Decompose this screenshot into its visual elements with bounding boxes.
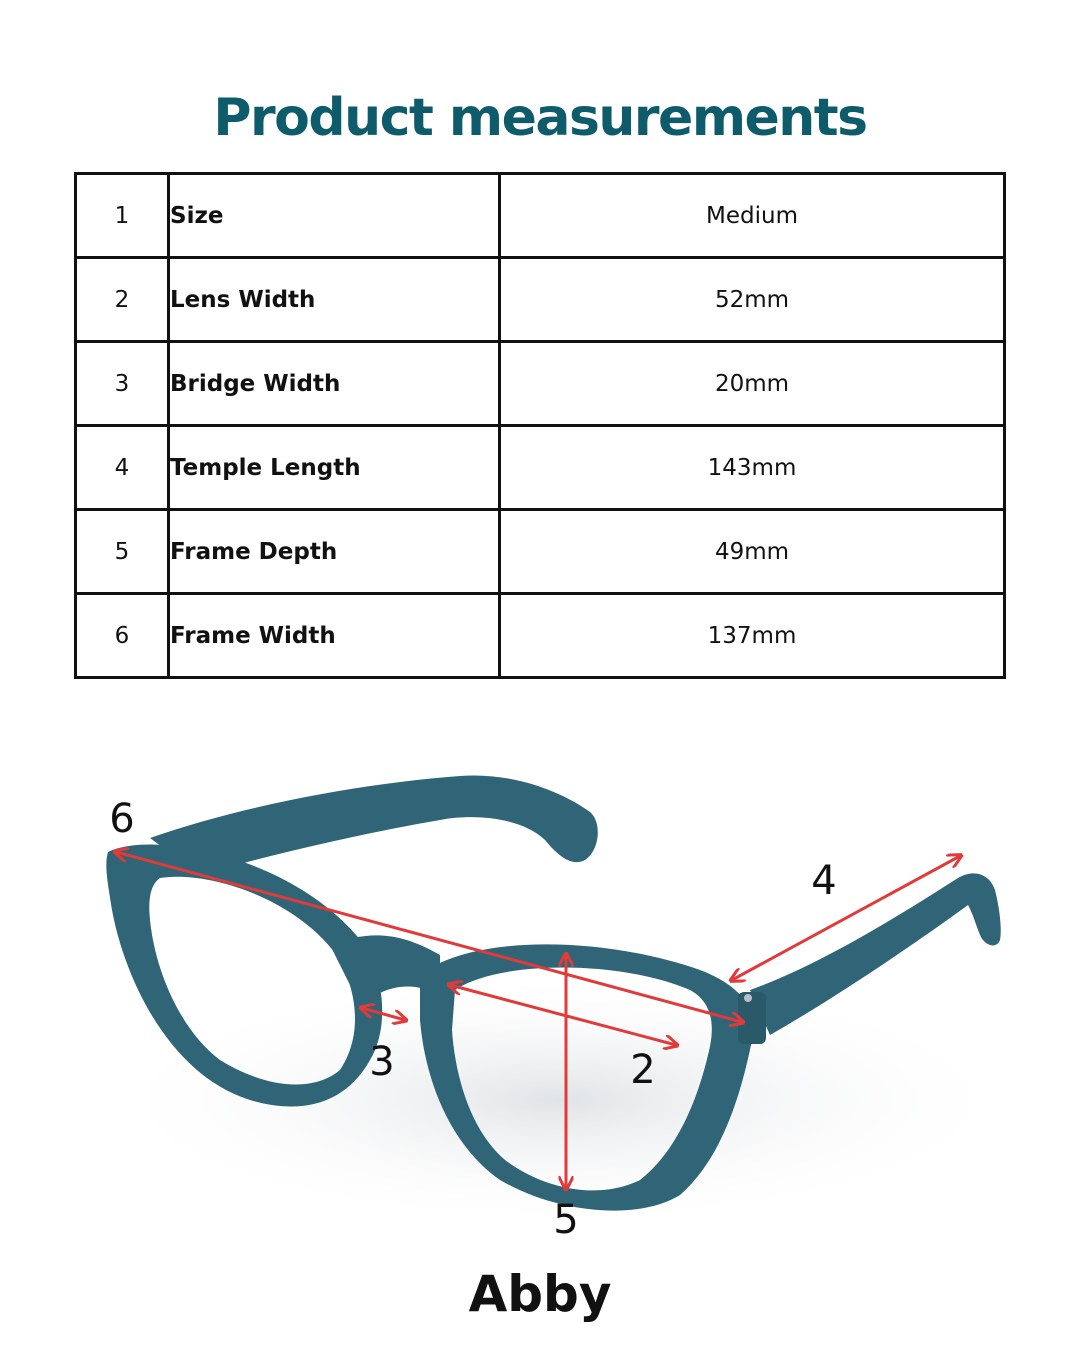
frame-width-marker: 6: [109, 796, 135, 842]
row-label: Bridge Width: [169, 342, 500, 426]
product-name: Abby: [468, 1265, 612, 1323]
row-value: 52mm: [500, 258, 1005, 342]
frame-depth-marker: 5: [553, 1197, 579, 1243]
page-title: Product measurements: [213, 88, 867, 148]
row-value: 143mm: [500, 426, 1005, 510]
row-value: 137mm: [500, 594, 1005, 678]
row-number: 3: [76, 342, 169, 426]
measurements-table: [74, 172, 1006, 679]
glasses-measurement-diagram: [0, 740, 1080, 1270]
row-label: Size: [169, 174, 500, 258]
temple-length-marker: 4: [811, 858, 837, 904]
row-label: Frame Depth: [169, 510, 500, 594]
row-number: 6: [76, 594, 169, 678]
bridge-width-marker: 3: [369, 1039, 395, 1085]
table-row: [76, 258, 1005, 342]
lens-width-marker: 2: [630, 1047, 656, 1093]
row-label: Temple Length: [169, 426, 500, 510]
frame-hinge: [738, 992, 766, 1044]
table-row: [76, 174, 1005, 258]
row-number: 5: [76, 510, 169, 594]
table-row: [76, 594, 1005, 678]
glasses-illustration: [0, 740, 1080, 1270]
row-label: Frame Width: [169, 594, 500, 678]
row-number: 1: [76, 174, 169, 258]
hinge-screw: [744, 994, 752, 1002]
row-label: Lens Width: [169, 258, 500, 342]
row-value: Medium: [500, 174, 1005, 258]
row-number: 4: [76, 426, 169, 510]
table-row: [76, 342, 1005, 426]
row-value: 49mm: [500, 510, 1005, 594]
row-number: 2: [76, 258, 169, 342]
table-row: [76, 426, 1005, 510]
table-row: [76, 510, 1005, 594]
row-value: 20mm: [500, 342, 1005, 426]
